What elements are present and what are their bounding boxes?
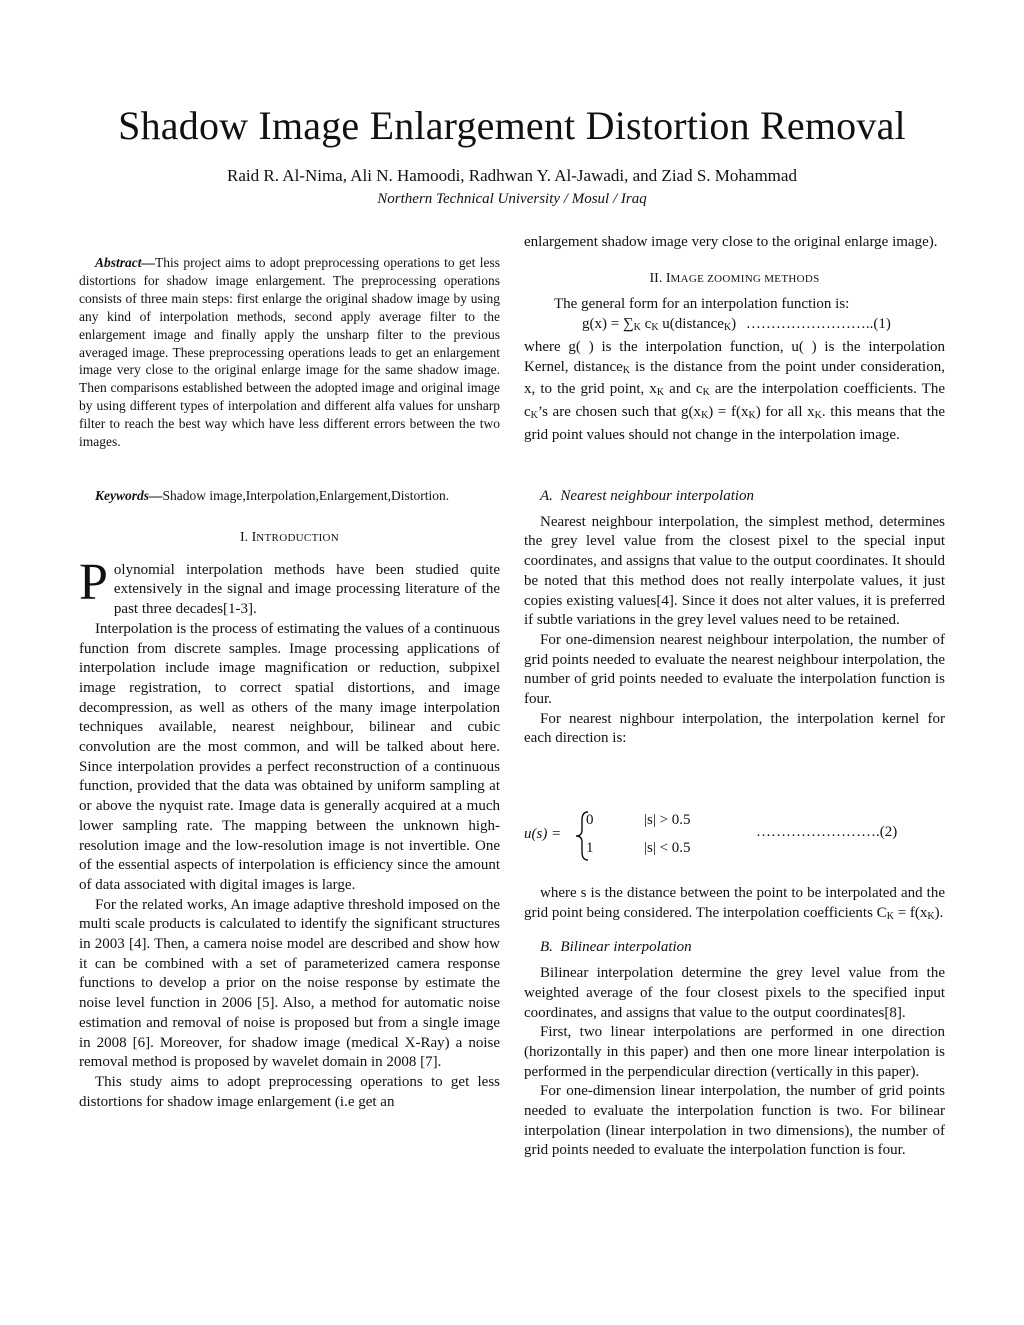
section-heading-image-zooming <box>524 269 945 290</box>
abstract-text: This project aims to adopt preprocessing operations to get less distortions for shadow image enlargement. The preprocessing operations consists of three main steps: first enlarge the original shadow image by using any kind of interpolation methods, second apply average filter to the enlargement image and finally apply the unsharp filter to the previous averaged image. These preprocessing operations leads to get an enlargement image very close to the original enlarge image for the same shadow image. Then comparisons established between the adopted image and original image by using different types of interpolation and different alfa values for unsharp filter to reach the best way which have less different errors between the two images. <box>79 255 500 450</box>
intro-paragraph-4: This study aims to adopt preprocessing operations to get less distortions for shadow image enlargement (i.e get an <box>79 1073 500 1110</box>
author-list: Raid R. Al-Nima, Ali N. Hamoodi, Radhwan Y. Al-Jawadi, and Ziad S. Mohammad <box>227 166 797 185</box>
intro-paragraph-3: For the related works, An image adaptive threshold imposed on the multi scale products is calculated to identify the significant structures in 2003 [4]. Then, a camera noise model are described and show how it can be combined with a set of parameterized camera response functions to develop a prior on the noise response by estimate the noise level function in 2006 [5]. Also, a method for automatic noise estimation and removal of noise is proposed but from a single image in 2008 [6]. Moreover, for shadow image (medical X-Ray) a noise removal method is proposed by wavelet domain in 2008 [7]. <box>79 896 500 1071</box>
section-number: II. <box>649 270 663 286</box>
nearest-paragraph-1: Nearest neighbour interpolation, the simplest method, determines the grey level value from the closest pixel to the special input coordinates, and assigns that value to the output coordinates. It should be noted that this method does not really interpolate values, it just copies existing values[4]. Since it does not alter values, it is preferred if subtle variations in the grey level values need to be retained. <box>524 513 945 629</box>
keywords <box>79 488 500 504</box>
intro-paragraph-4-continued: enlargement shadow image very close to the original enlarge image). <box>524 234 938 250</box>
nearest-paragraph-3: For nearest nighbour interpolation, the interpolation kernel for each direction is: <box>524 710 945 747</box>
right-column-top <box>524 233 945 445</box>
case-1-value: 0 <box>586 812 594 828</box>
section-title: NTRODUCTION <box>256 532 340 544</box>
subsection-heading-bilinear: B. Bilinear interpolation <box>540 939 692 956</box>
intro-paragraph-2: Interpolation is the process of estimating the values of a continuous function from discrete samples. Image processing applications of interpolation include image magnification or reduction, subpixel image registration, to correct spatial distortions, and image decompression, as well as others of the many image interpolation techniques available, nearest neighbour, bilinear and cubic convolution are the most common, and will be talked about here. Since interpolation provides a perfect reconstruction of a continuous function, provided that the data was obtained by uniform sampling at or above the nyquist rate. Image data is generally acquired at a much lower sampling rate. The mapping between the unknown high-resolution image and the low-resolution image is not invertible. One of the essential aspects of interpolation is efficiency since the amount of data associated with digital images is large. <box>79 620 500 893</box>
zoom-definitions: where g( ) is the interpolation function, u( ) is the interpolation Kernel, distance$_K$ is the distance from the point under consideration, x, to the grid point, $x_K$ and $c_K$ are the interpolation coefficients. The $c_K’s$ are chosen such that $g(x_K) = f(x_K)$ for all $x_K$. this means that the grid point values should not change in the interpolation image. <box>524 338 946 443</box>
section-title: MAGE ZOOMING METHODS <box>670 272 820 285</box>
section-initial: I <box>251 530 257 545</box>
abstract-label: Abstract <box>95 255 142 270</box>
section-initial: I <box>665 270 671 286</box>
section-number: I. <box>239 530 249 545</box>
case-2-condition: |s| < 0.5 <box>644 840 691 856</box>
case-2-value: 1 <box>586 840 594 856</box>
paper-title: Shadow Image Enlargement Distortion Removal <box>118 103 906 148</box>
equation-2 <box>524 806 945 866</box>
right-column-nearest <box>524 487 945 749</box>
abstract-dash: — <box>141 255 156 270</box>
section-heading-introduction <box>79 528 500 549</box>
equation-2-lhs: u(s) = <box>524 826 562 842</box>
bilinear-paragraph-2: First, two linear interpolations are performed in one direction (horizontally in this paper) and then one more linear interpolation is performed in the perpendicular direction (vertically in this paper). <box>524 1024 945 1080</box>
keywords-label: Keywords <box>95 488 149 503</box>
subsection-heading-nearest: A. Nearest neighbour interpolation <box>540 488 755 504</box>
abstract <box>79 254 500 451</box>
nearest-paragraph-2: For one-dimension nearest neighbour interpolation, the number of grid points needed to evaluate the nearest neighbour interpolation, the number of grid points needed to evaluate the interpolation function is four. <box>524 631 945 708</box>
keywords-text: Shadow image,Interpolation,Enlargement,Distortion. <box>162 488 450 503</box>
nearest-paragraph-4: where s is the distance between the point to be interpolated and the grid point being considered. The interpolation coefficients $C_K = f(x_K)$. <box>524 885 945 922</box>
equation-2-number: …………………….(2) <box>756 824 898 840</box>
intro-text-1: olynomial interpolation methods have been studied quite extensively in the signal and image processing literature of the past three decades[1-3]. <box>113 561 500 618</box>
equation-1-number: ……………………..(1) <box>745 316 891 333</box>
equation-1: $g(x) = \sum_K$ $c_K$ u(distance$_K$) ……………………..(1) <box>582 316 891 334</box>
drop-cap: P <box>79 553 108 611</box>
intro-paragraph-1 <box>79 553 500 620</box>
case-1-condition: |s| > 0.5 <box>644 812 691 828</box>
bilinear-paragraph-1: Bilinear interpolation determine the grey level value from the weighted average of the four closest pixels to the specified input coordinates, and assigns that value to the output coordinates[8]. <box>524 965 945 1021</box>
zoom-intro: The general form for an interpolation function is: <box>554 296 850 313</box>
bilinear-paragraph-3: For one-dimension linear interpolation, the number of grid points needed to evaluate the interpolation function is two. For bilinear interpolation (linear interpolation in two dimensions), the number of grid points needed to evaluate the interpolation function is four. <box>524 1083 945 1159</box>
affiliation: Northern Technical University / Mosul / Iraq <box>377 191 647 207</box>
left-column <box>79 528 500 1112</box>
right-column-bilinear <box>524 884 945 1161</box>
keywords-dash: — <box>149 488 163 503</box>
